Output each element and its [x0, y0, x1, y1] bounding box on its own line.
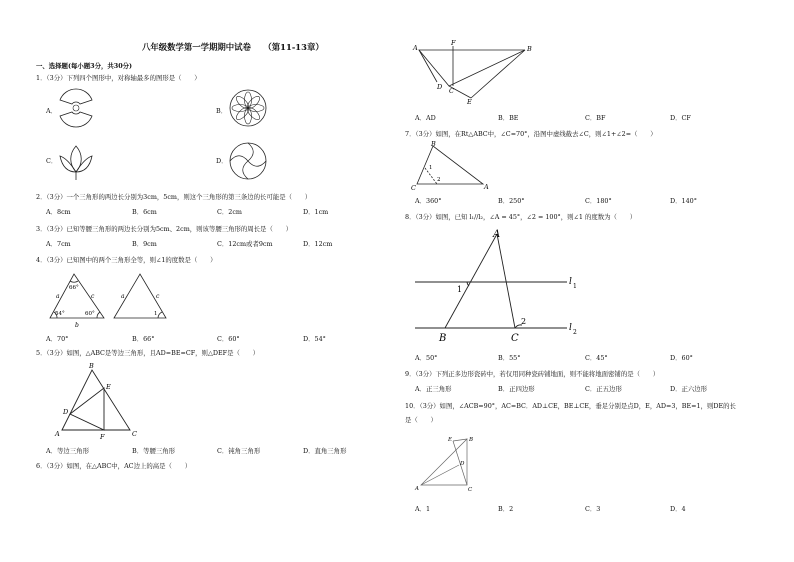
q1-stem: 1．（3分）下列四个图形中，对称轴最多的图形是（ ）	[36, 74, 201, 82]
q5-option-a: A．等边三角形	[46, 447, 89, 455]
q10-option-d: D．4	[670, 505, 686, 513]
q6-label-b: B	[527, 45, 532, 53]
q6-option-d: D．CF	[670, 114, 691, 122]
section-heading: 一、选择题(每小题3分，共30分)	[36, 62, 133, 70]
q1-option-d: D．	[216, 157, 228, 165]
q7-angle-2: 2	[437, 177, 441, 183]
q9-option-b: B．正四边形	[498, 385, 535, 393]
q4-label-b: b	[75, 322, 79, 329]
q6-option-b: B．BE	[498, 114, 519, 122]
q3-option-c: C．12cm或者9cm	[217, 240, 273, 248]
q10-option-b: B．2	[498, 505, 514, 513]
q10-label-c: C	[468, 487, 473, 493]
q4-option-b: B．66°	[132, 335, 155, 343]
q7-angle-1: 1	[429, 165, 433, 171]
q4-option-d: D．54°	[303, 335, 326, 343]
q4-figure	[44, 268, 184, 332]
q6-label-f: F	[451, 39, 456, 47]
q6-label-d: D	[437, 83, 443, 91]
q4-label-c: c	[91, 293, 95, 300]
q7-option-d: D．140°	[670, 197, 697, 205]
q6-option-c: C．BF	[585, 114, 606, 122]
q7-option-a: A．360°	[415, 197, 442, 205]
q6-figure	[413, 40, 533, 106]
q8-line-l1: l	[569, 277, 572, 287]
q8-angle-1: 1	[457, 285, 463, 294]
q8-label-a: A	[493, 229, 501, 240]
q6-option-a: A．AD	[415, 114, 436, 122]
q1-option-c: C．	[46, 157, 58, 165]
q5-option-d: D．直角三角形	[303, 447, 347, 455]
q4-label-c2: c	[156, 293, 160, 300]
q4-angle-66: 66°	[69, 285, 79, 291]
q5-option-c: C．钝角三角形	[217, 447, 261, 455]
q7-figure	[411, 140, 491, 192]
page-title: 八年级数学第一学期期中试卷 （第11-13章）	[142, 42, 324, 52]
q3-option-a: A．7cm	[46, 240, 71, 248]
q5-label-f: F	[100, 433, 105, 441]
q10-option-a: A．1	[415, 505, 431, 513]
q7-option-c: C．180°	[585, 197, 612, 205]
q5-label-b: B	[89, 362, 94, 370]
q9-option-d: D．正六边形	[670, 385, 708, 393]
q8-option-d: D．60°	[670, 354, 693, 362]
q8-stem: 8．（3分）如图，已知 l₁//l₂，∠A = 45°，∠2 = 100°，则∠1 的度数为（ ）	[405, 213, 637, 221]
q8-line-l2-sub: 2	[573, 329, 577, 336]
q8-option-b: B．55°	[498, 354, 521, 362]
q3-option-d: D．12cm	[303, 240, 333, 248]
q4-angle-60: 60°	[85, 311, 95, 317]
q9-stem: 9．（3分）下列正多边形瓷砖中，若仅用同种瓷砖铺地面，则不能将地面密铺的是（ ）	[405, 370, 660, 378]
q8-label-c: C	[511, 333, 519, 344]
q8-label-b: B	[439, 333, 447, 344]
q10-label-d: D	[460, 461, 465, 467]
q10-option-c: C．3	[585, 505, 601, 513]
q1-option-a: A．	[46, 107, 58, 115]
q4-label-a: a	[56, 293, 60, 300]
q9-option-a: A．正三角形	[415, 385, 452, 393]
q2-option-b: B．6cm	[132, 208, 157, 216]
q5-figure	[52, 362, 142, 442]
q6-stem: 6．（3分）如图，在△ABC中，AC边上的高是（ ）	[36, 462, 192, 470]
q2-option-d: D．1cm	[303, 208, 329, 216]
q8-line-l2: l	[569, 323, 572, 333]
q3-stem: 3．（3分）已知等腰三角形的两边长分别为5cm、2cm，则该等腰三角形的周长是（ ）	[36, 225, 293, 233]
q10-stem-line2: 是（ ）	[405, 416, 437, 424]
q6-label-e: E	[467, 98, 472, 106]
q2-stem: 2．（3分）一个三角形的两边长分别为3cm，5cm，则这个三角形的第三条边的长可能是（ ）	[36, 193, 312, 201]
q7-stem: 7．（3分）如图，在Rt△ABC中，∠C=70°，沿图中虚线截去∠C，则∠1+∠2=（ ）	[405, 130, 657, 138]
q10-stem-line1: 10．（3分）如图，∠ACB=90°，AC=BC．AD⊥CE，BE⊥CE，垂足分别是点D，E，AD=3，BE=1，则DE的长	[405, 402, 736, 410]
q2-option-a: A．8cm	[46, 208, 71, 216]
right-column	[405, 0, 765, 562]
q6-label-c: C	[449, 87, 454, 95]
q10-figure	[415, 433, 495, 493]
q4-option-a: A．70°	[46, 335, 69, 343]
q5-label-a: A	[55, 430, 60, 438]
q2-option-c: C．2cm	[217, 208, 242, 216]
q8-option-a: A．50°	[415, 354, 438, 362]
q4-angle-1: 1	[154, 311, 158, 317]
q5-label-c: C	[132, 430, 137, 438]
q8-figure	[415, 226, 585, 344]
q7-label-a: A	[484, 183, 489, 191]
q7-option-b: B．250°	[498, 197, 525, 205]
q5-label-e: E	[106, 383, 111, 391]
q7-label-b: B	[431, 140, 436, 148]
q3-option-b: B．9cm	[132, 240, 157, 248]
q1-figure-d	[228, 141, 268, 181]
q5-stem: 5．（3分）如图，△ABC是等边三角形，且AD=BE=CF，则△DEF是（ ）	[36, 349, 260, 357]
q9-option-c: C．正五边形	[585, 385, 622, 393]
q5-label-d: D	[63, 408, 69, 416]
q1-figure-c	[56, 142, 96, 182]
q4-option-c: C．60°	[217, 335, 240, 343]
q10-label-a: A	[415, 486, 419, 492]
q4-angle-54: 54°	[55, 311, 65, 317]
q8-angle-2: 2	[521, 317, 527, 326]
q4-stem: 4．（3分）已知图中的两个三角形全等，则∠1的度数是（ ）	[36, 256, 217, 264]
q8-line-l1-sub: 1	[573, 283, 577, 290]
q7-label-c: C	[411, 184, 416, 192]
q1-figure-b	[228, 88, 268, 128]
q8-option-c: C．45°	[585, 354, 608, 362]
left-column	[34, 0, 394, 562]
q6-label-a: A	[413, 44, 418, 52]
q4-label-a2: a	[121, 293, 125, 300]
q10-label-e: E	[448, 437, 453, 443]
q1-figure-a	[56, 86, 96, 130]
q10-label-b: B	[469, 437, 474, 443]
q5-option-b: B．等腰三角形	[132, 447, 176, 455]
q1-option-b: B．	[216, 107, 228, 115]
